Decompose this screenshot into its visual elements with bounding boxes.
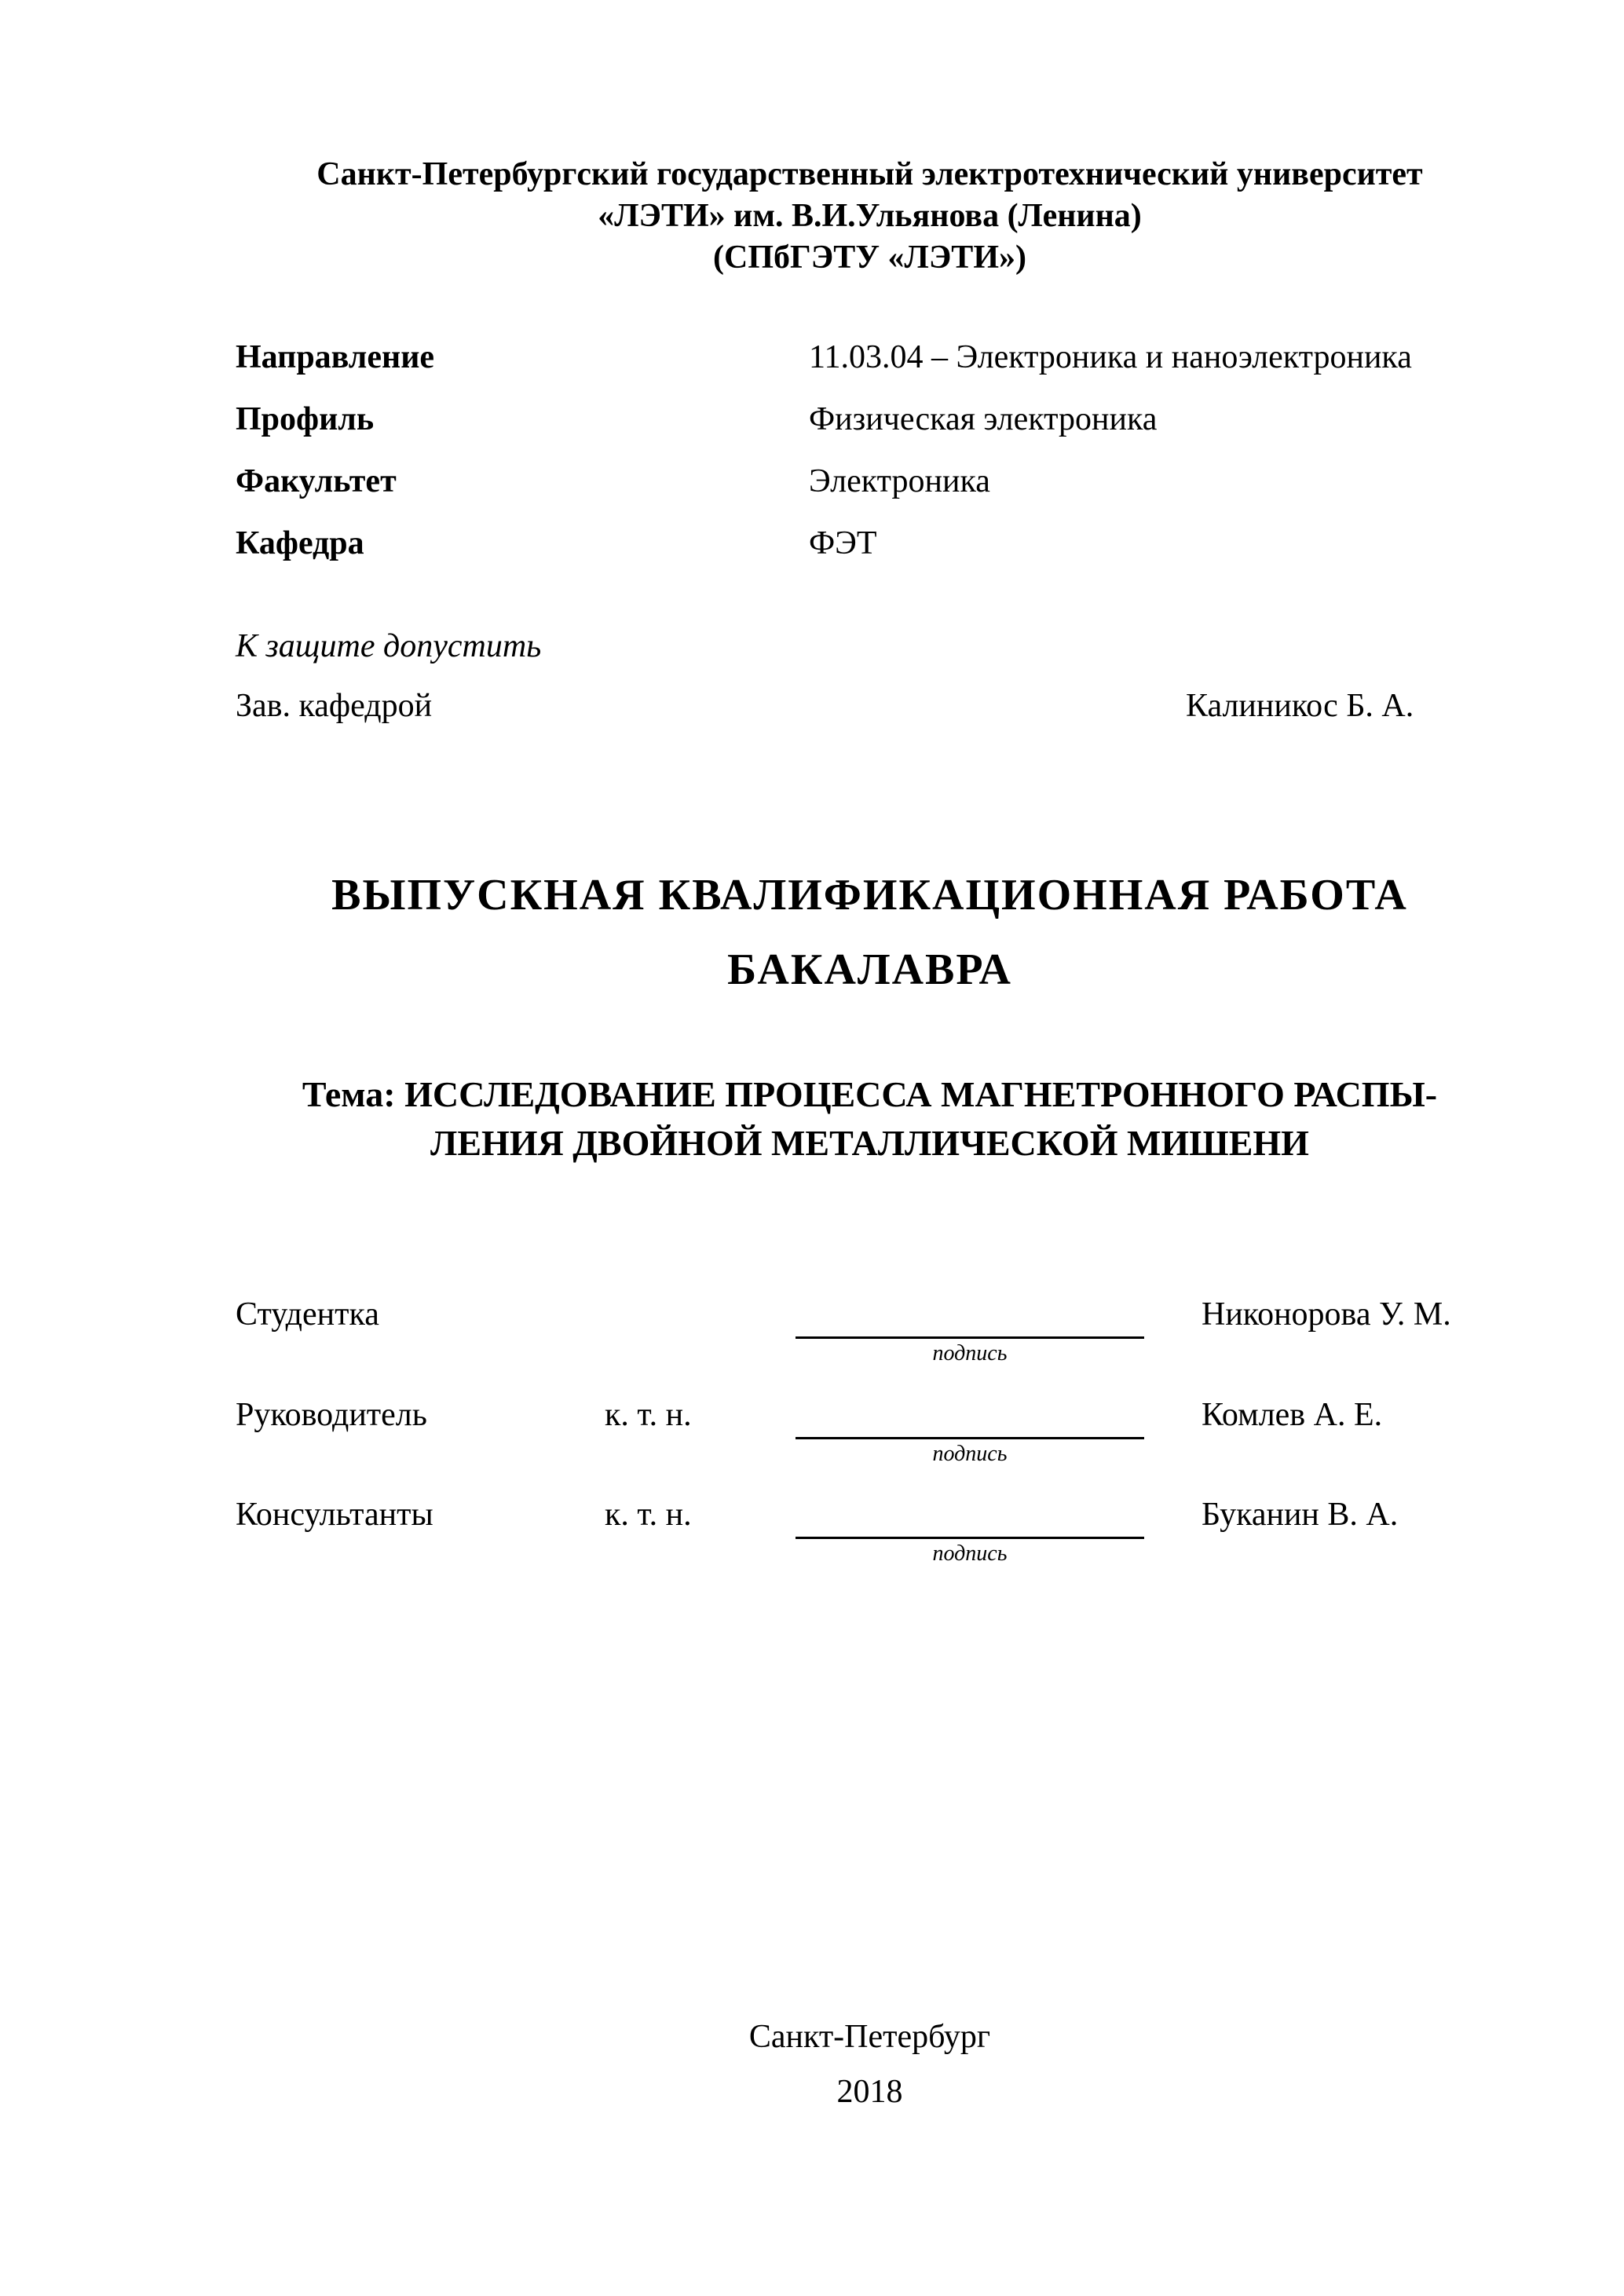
signature-name-consultant: Буканин В. А. xyxy=(1202,1497,1399,1533)
field-value-profile: Физическая электроника xyxy=(809,401,1158,437)
field-label-direction: Направление xyxy=(236,339,435,375)
signature-role-supervisor: Руководитель xyxy=(236,1397,427,1433)
signature-caption-student: подпись xyxy=(932,1341,1008,1366)
signature-caption-supervisor: подпись xyxy=(932,1442,1008,1466)
field-value-department: ФЭТ xyxy=(809,525,877,561)
work-title-line1: ВЫПУСКНАЯ КВАЛИФИКАЦИОННАЯ РАБОТА xyxy=(331,871,1408,919)
signature-name-supervisor: Комлев А. Е. xyxy=(1202,1397,1383,1433)
university-header xyxy=(232,154,1508,279)
field-label-faculty: Факультет xyxy=(236,463,397,499)
signature-line-supervisor xyxy=(796,1437,1144,1439)
signature-line-student xyxy=(796,1336,1144,1339)
university-name-line3: (СПбГЭТУ «ЛЭТИ») xyxy=(713,239,1026,276)
signature-caption-consultant: подпись xyxy=(932,1541,1008,1566)
signature-name-student: Никонорова У. М. xyxy=(1202,1296,1451,1333)
department-head-name: Калиникос Б. А. xyxy=(1186,688,1414,724)
university-name-line1: Санкт-Петербургский государственный электротехнический университет xyxy=(316,156,1423,192)
signature-degree-supervisor: к. т. н. xyxy=(605,1397,692,1433)
field-row-faculty xyxy=(236,451,1508,513)
admit-to-defense-line: К защите допустить xyxy=(236,628,542,664)
signature-line-consultant xyxy=(796,1537,1144,1539)
university-name-line2: «ЛЭТИ» им. В.И.Ульянова (Ленина) xyxy=(598,198,1142,234)
field-label-department: Кафедра xyxy=(236,525,364,561)
field-row-direction xyxy=(236,327,1508,389)
work-title-line2: БАКАЛАВРА xyxy=(727,945,1012,994)
footer-year: 2018 xyxy=(836,2074,903,2110)
theme-line1: Тема: ИССЛЕДОВАНИЕ ПРОЦЕССА МАГНЕТРОННОГО РАСПЫ- xyxy=(302,1074,1438,1114)
field-value-direction: 11.03.04 – Электроника и наноэлектроника xyxy=(809,339,1412,375)
program-fields xyxy=(236,327,1508,575)
field-label-profile: Профиль xyxy=(236,401,375,437)
field-value-faculty: Электроника xyxy=(809,463,990,499)
footer-city: Санкт-Петербург xyxy=(748,2019,991,2055)
department-head-label: Зав. кафедрой xyxy=(236,688,433,724)
signature-degree-consultant: к. т. н. xyxy=(605,1497,692,1533)
field-row-department xyxy=(236,513,1508,575)
field-row-profile xyxy=(236,389,1508,451)
signature-role-student: Студентка xyxy=(236,1296,379,1333)
theme-line2: ЛЕНИЯ ДВОЙНОЙ МЕТАЛЛИЧЕСКОЙ МИШЕНИ xyxy=(430,1123,1309,1163)
signature-role-consultant: Консультанты xyxy=(236,1497,433,1533)
